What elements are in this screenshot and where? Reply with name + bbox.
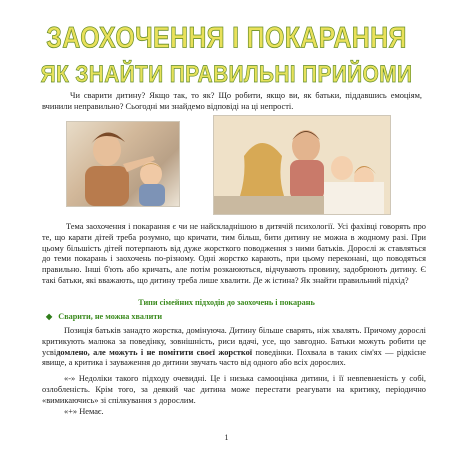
- body-paragraph-2: [42, 326, 426, 369]
- body-paragraph-1: Тема заохочення і покарання є чи не найскладнішою в дитячій психології. Усі фахівці говорять про те, що карати дітей треба розумно, що кричати, тим більш, бити дитину не можна в жодному разі. При цьому більшість дітей потерпають від дуже жорсткого поводження з ними батьків. Дорослі ж ставляться до теми покарань і заохочень по-різному. Одні жорстко карають, при цьому переконані, що поводяться правильно. Інші б'ють або кричать, але потім розкаюються, відчувають провину, задобрюють дитину. Є такі батьки, які вважають, що дитину треба лише хвалити. Де ж істина? Як знайти правильний підхід?: [42, 222, 426, 285]
- section-heading: Типи сімейних підходів до заохочень і покарань: [138, 298, 315, 307]
- photo-mother-scolding-child: [66, 121, 180, 207]
- page-title: ЗАОХОЧЕННЯ І ПОКАРАННЯ: [46, 21, 407, 55]
- intro-paragraph: Чи сварити дитину? Якщо так, то як? Що робити, якщо ви, як батьки, піддавшись емоціям, вчинили неправильно? Сьогодні ми знайдемо відповіді на ці непрості.: [42, 91, 422, 111]
- bullet-item: [46, 311, 162, 321]
- body-paragraph-2-start: Позиція батьків занадто жорстка, домінуюча. Дитину більше сварять, ніж хвалять. Причому дорослі критикують малюка за поведінку, зовнішність, риси вдачі, усе, що завгодно. Батьки можуть робити це усві: [42, 326, 426, 357]
- page-subtitle: ЯК ЗНАЙТИ ПРАВИЛЬНІ ПРИЙОМИ: [40, 61, 413, 88]
- body-paragraph-3: «-» Недоліки такого підходу очевидні. Це і низька самооцінка дитини, і її невпевненість у собі, озлобленість. Крім того, за деякий час дитина може перестати реагувати на критику, періодично «вимикаючись» зі спілкування з дорослим.: [42, 374, 426, 405]
- page-number: 1: [224, 433, 229, 442]
- body-paragraph-2-end: поведінки. Похвала в таких сім'ях — рідкісне явище, а критика і зауваження до дитини звучать часто від одного або всіх дорослих.: [42, 347, 426, 368]
- body-paragraph-4: «+» Немає.: [64, 407, 104, 416]
- bullet-label: Сварити, не можна хвалити: [58, 312, 163, 321]
- diamond-bullet-icon: ◆: [46, 312, 53, 321]
- photo-happy-family: [213, 115, 391, 215]
- body-paragraph-2-bold: домлено, але можуть і не помітити своєї жорсткої: [56, 347, 253, 357]
